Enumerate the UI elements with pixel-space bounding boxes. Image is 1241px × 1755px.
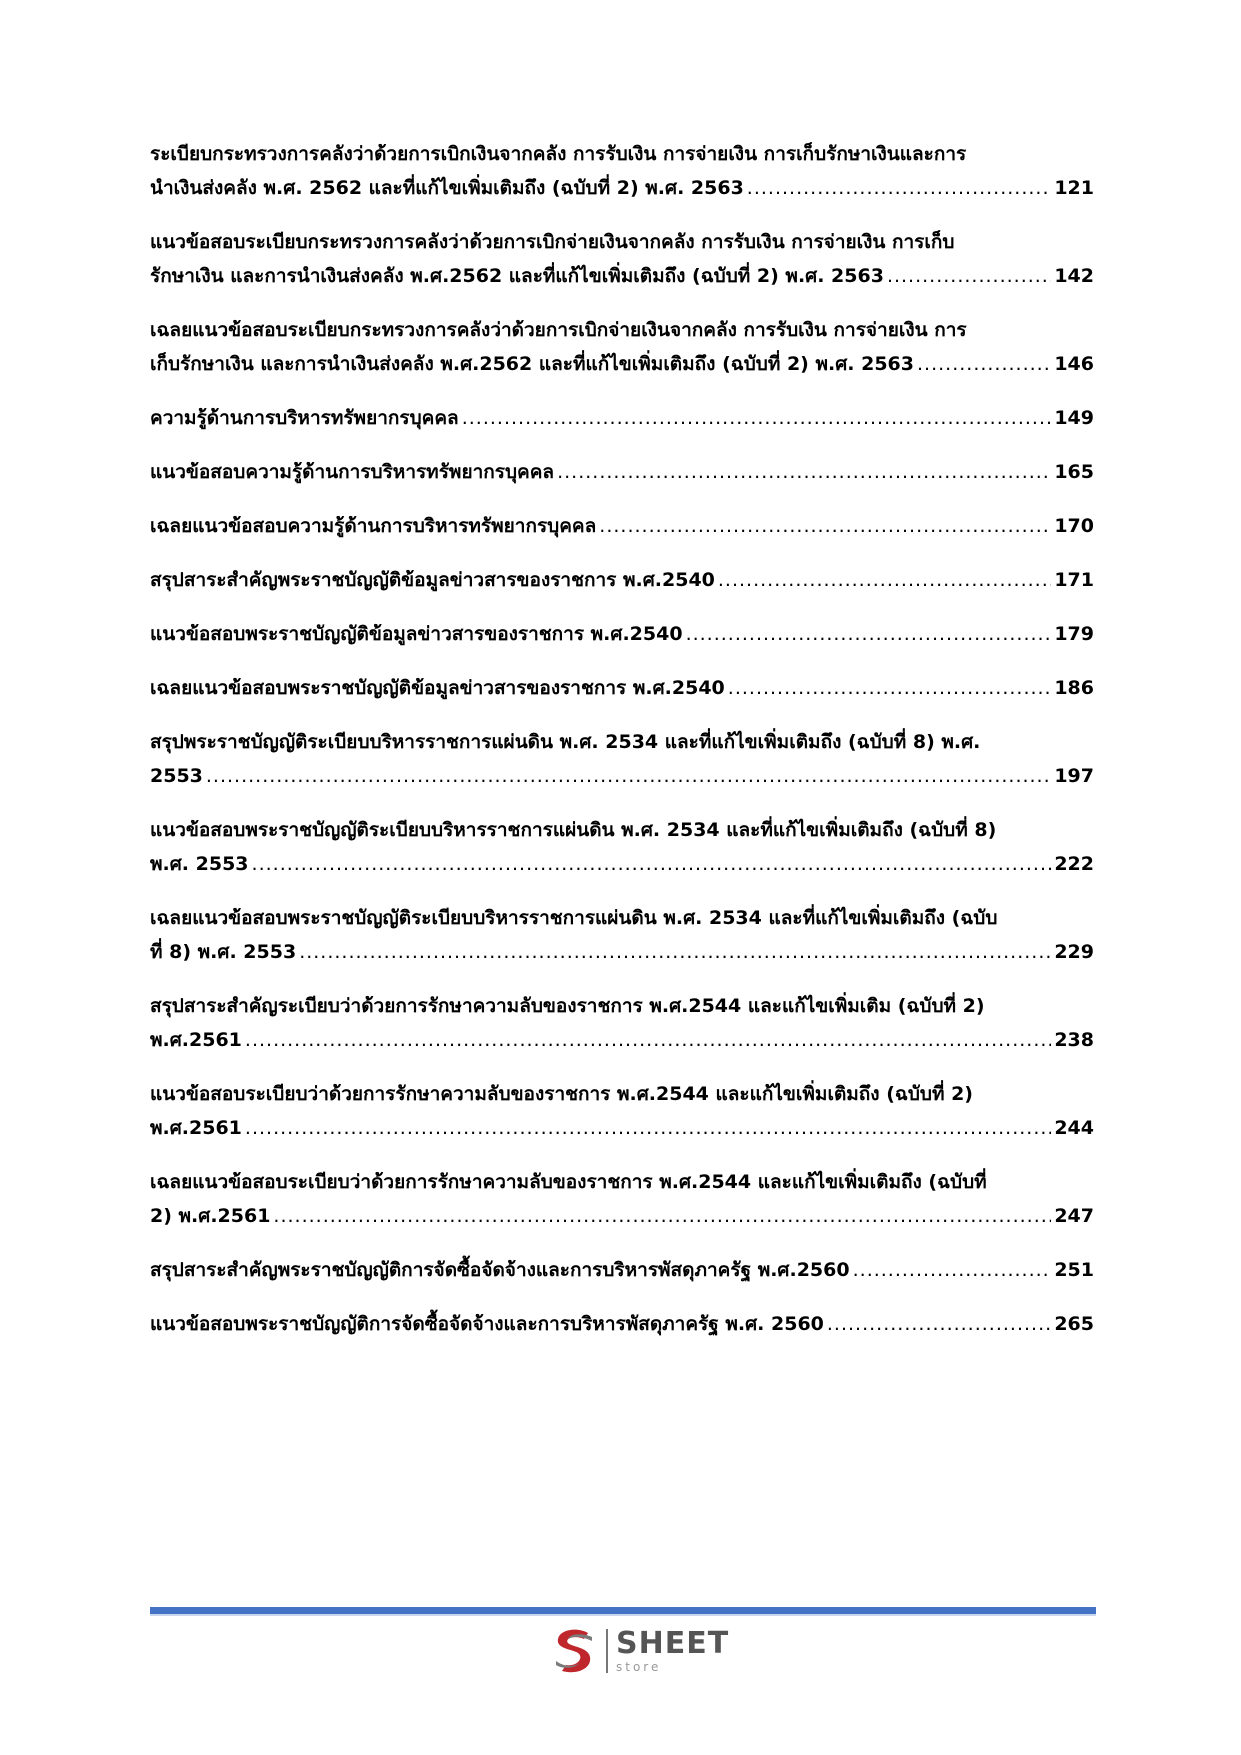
toc-leader-dots xyxy=(557,455,1051,489)
toc-leader-dots xyxy=(887,259,1051,293)
toc-entry-last-line xyxy=(150,1023,1094,1057)
toc-entry-title: สรุปสาระสำคัญพระราชบัญญัติข้อมูลข่าวสารของราชการ พ.ศ.2540 xyxy=(150,569,715,591)
toc-page-number: 121 xyxy=(1054,177,1094,199)
toc-entry-last-line xyxy=(150,847,1094,881)
toc-entry-last-line xyxy=(150,347,1094,381)
toc-entry-last-line xyxy=(150,259,1094,293)
toc-entry-last-line xyxy=(150,455,1094,489)
toc-entry-title: เฉลยแนวข้อสอบความรู้ด้านการบริหารทรัพยากรบุคคล xyxy=(150,515,597,537)
toc-entry-title: แนวข้อสอบพระราชบัญญัติข้อมูลข่าวสารของราชการ พ.ศ.2540 xyxy=(150,623,683,645)
toc-entry-title-line: แนวข้อสอบพระราชบัญญัติระเบียบบริหารราชการแผ่นดิน พ.ศ. 2534 และที่แก้ไขเพิ่มเติมถึง (ฉบับที่ 8) xyxy=(150,819,997,841)
toc-leader-dots xyxy=(827,1307,1051,1341)
toc-entry[interactable] xyxy=(150,989,1094,1057)
toc-entry-last-line xyxy=(150,617,1094,651)
toc-entry[interactable] xyxy=(150,563,1094,597)
toc-leader-dots xyxy=(206,759,1051,793)
toc-entry[interactable] xyxy=(150,1077,1094,1145)
toc-entry-last-line xyxy=(150,401,1094,435)
toc-entry-title: แนวข้อสอบพระราชบัญญัติการจัดซื้อจัดจ้างและการบริหารพัสดุภาครัฐ พ.ศ. 2560 xyxy=(150,1313,824,1335)
toc-leader-dots xyxy=(299,935,1051,969)
toc-entry-title-line: สรุปสาระสำคัญระเบียบว่าด้วยการรักษาความลับของราชการ พ.ศ.2544 และแก้ไขเพิ่มเติม (ฉบับที่ 2) xyxy=(150,995,985,1017)
toc-page-number: 251 xyxy=(1054,1259,1094,1281)
toc-entry-title-line: ระเบียบกระทรวงการคลังว่าด้วยการเบิกเงินจากคลัง การรับเงิน การจ่ายเงิน การเก็บรักษาเงินและการ xyxy=(150,143,967,165)
footer-divider xyxy=(150,1607,1096,1614)
toc-entry-title: เก็บรักษาเงิน และการนำเงินส่งคลัง พ.ศ.2562 และที่แก้ไขเพิ่มเติมถึง (ฉบับที่ 2) พ.ศ. 2563 xyxy=(150,353,914,375)
toc-page-number: 165 xyxy=(1054,461,1094,483)
toc-leader-dots xyxy=(853,1253,1052,1287)
toc-entry-title: แนวข้อสอบความรู้ด้านการบริหารทรัพยากรบุคคล xyxy=(150,461,555,483)
toc-entry-last-line xyxy=(150,1199,1094,1233)
toc-page-number: 197 xyxy=(1054,765,1094,787)
footer-divider-shadow xyxy=(150,1614,1096,1616)
toc-page-number: 229 xyxy=(1054,941,1094,963)
toc-entry-last-line xyxy=(150,1253,1094,1287)
toc-page-number: 146 xyxy=(1054,353,1094,375)
toc-page-number: 186 xyxy=(1054,677,1094,699)
toc-entry-last-line xyxy=(150,1307,1094,1341)
toc-leader-dots xyxy=(599,509,1051,543)
toc-entry[interactable] xyxy=(150,671,1094,705)
toc-entry-last-line xyxy=(150,935,1094,969)
toc-entry-last-line xyxy=(150,509,1094,543)
toc-entry[interactable] xyxy=(150,313,1094,381)
toc-page-number: 222 xyxy=(1054,853,1094,875)
toc-entry[interactable] xyxy=(150,617,1094,651)
toc-entry-title: พ.ศ.2561 xyxy=(150,1029,242,1051)
toc-entry-title-line: เฉลยแนวข้อสอบพระราชบัญญัติระเบียบบริหารราชการแผ่นดิน พ.ศ. 2534 และที่แก้ไขเพิ่มเติมถึง (ฉบับ xyxy=(150,907,998,929)
toc-entry-title: 2553 xyxy=(150,765,203,787)
toc-entry-last-line xyxy=(150,1111,1094,1145)
toc-entry[interactable] xyxy=(150,137,1094,205)
toc-entry-title-line: สรุปพระราชบัญญัติระเบียบบริหารราชการแผ่นดิน พ.ศ. 2534 และที่แก้ไขเพิ่มเติมถึง (ฉบับที่ 8) พ.ศ. xyxy=(150,731,981,753)
toc-leader-dots xyxy=(747,171,1052,205)
toc-entry-title-line: เฉลยแนวข้อสอบระเบียบกระทรวงการคลังว่าด้วยการเบิกจ่ายเงินจากคลัง การรับเงิน การจ่ายเงิน การ xyxy=(150,319,967,341)
toc-entry[interactable] xyxy=(150,1165,1094,1233)
toc-page-number: 179 xyxy=(1054,623,1094,645)
toc-leader-dots xyxy=(245,1111,1051,1145)
toc-entry-title: ความรู้ด้านการบริหารทรัพยากรบุคคล xyxy=(150,407,459,429)
toc-page-number: 149 xyxy=(1054,407,1094,429)
logo-text xyxy=(616,1626,730,1674)
toc-page-number: 142 xyxy=(1054,265,1094,287)
toc-entry-last-line xyxy=(150,171,1094,205)
toc-page-number: 247 xyxy=(1054,1205,1094,1227)
toc-leader-dots xyxy=(917,347,1051,381)
toc-leader-dots xyxy=(728,671,1052,705)
toc-leader-dots xyxy=(273,1199,1051,1233)
toc-entry-title: 2) พ.ศ.2561 xyxy=(150,1205,271,1227)
toc-entry-title: สรุปสาระสำคัญพระราชบัญญัติการจัดซื้อจัดจ้างและการบริหารพัสดุภาครัฐ พ.ศ.2560 xyxy=(150,1259,850,1281)
toc-leader-dots xyxy=(686,617,1052,651)
toc-leader-dots xyxy=(718,563,1051,597)
toc-leader-dots xyxy=(252,847,1052,881)
logo-subtitle: store xyxy=(616,1660,662,1674)
toc-entry-last-line xyxy=(150,671,1094,705)
toc-entry[interactable] xyxy=(150,1307,1094,1341)
toc-entry-last-line xyxy=(150,759,1094,793)
toc-entry-title: พ.ศ. 2553 xyxy=(150,853,249,875)
toc-entry[interactable] xyxy=(150,455,1094,489)
toc-entry-title-line: แนวข้อสอบระเบียบว่าด้วยการรักษาความลับของราชการ พ.ศ.2544 และแก้ไขเพิ่มเติมถึง (ฉบับที่ 2) xyxy=(150,1083,973,1105)
toc-entry-title-line: เฉลยแนวข้อสอบระเบียบว่าด้วยการรักษาความลับของราชการ พ.ศ.2544 และแก้ไขเพิ่มเติมถึง (ฉบับที่ xyxy=(150,1171,987,1193)
toc-entry-title: นำเงินส่งคลัง พ.ศ. 2562 และที่แก้ไขเพิ่มเติมถึง (ฉบับที่ 2) พ.ศ. 2563 xyxy=(150,177,744,199)
toc-entry-last-line xyxy=(150,563,1094,597)
toc-page-number: 170 xyxy=(1054,515,1094,537)
toc-leader-dots xyxy=(245,1023,1051,1057)
toc-page-number: 238 xyxy=(1054,1029,1094,1051)
toc-entry-title-line: แนวข้อสอบระเบียบกระทรวงการคลังว่าด้วยการเบิกจ่ายเงินจากคลัง การรับเงิน การจ่ายเงิน การเก็บ xyxy=(150,231,955,253)
logo-separator xyxy=(606,1629,608,1673)
toc-entry-title: เฉลยแนวข้อสอบพระราชบัญญัติข้อมูลข่าวสารของราชการ พ.ศ.2540 xyxy=(150,677,725,699)
toc-leader-dots xyxy=(462,401,1052,435)
toc-page-number: 171 xyxy=(1054,569,1094,591)
sheetstore-s-logo-icon xyxy=(548,1625,600,1677)
toc-entry-title: รักษาเงิน และการนำเงินส่งคลัง พ.ศ.2562 และที่แก้ไขเพิ่มเติมถึง (ฉบับที่ 2) พ.ศ. 2563 xyxy=(150,265,884,287)
toc-page-number: 244 xyxy=(1054,1117,1094,1139)
toc-entry[interactable] xyxy=(150,901,1094,969)
toc-entry[interactable] xyxy=(150,725,1094,793)
logo-word: SHEET xyxy=(616,1626,730,1661)
toc-entry[interactable] xyxy=(150,509,1094,543)
toc-entry[interactable] xyxy=(150,813,1094,881)
sheetstore-logo xyxy=(548,1623,729,1679)
toc-page-number: 265 xyxy=(1054,1313,1094,1335)
toc-entry-title: ที่ 8) พ.ศ. 2553 xyxy=(150,941,297,963)
toc-entry[interactable] xyxy=(150,401,1094,435)
toc-entry-title: พ.ศ.2561 xyxy=(150,1117,242,1139)
toc-entry[interactable] xyxy=(150,225,1094,293)
toc-entry[interactable] xyxy=(150,1253,1094,1287)
